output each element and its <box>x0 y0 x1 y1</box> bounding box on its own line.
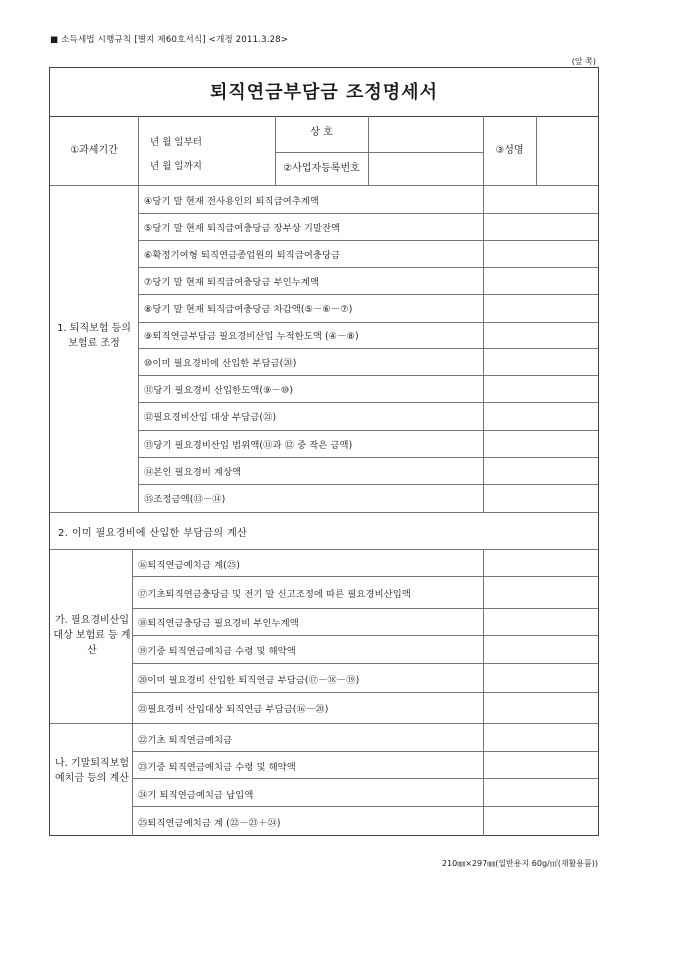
row-item-13: ⑬당기 필요경비산입 범위액(⑪과 ⑫ 중 작은 금액) <box>144 440 353 451</box>
row-item-20: ⑳이미 필요경비 산입한 퇴직연금 부담금(⑰－⑱－⑲) <box>138 675 360 686</box>
row-item-18: ⑱퇴직연금충당금 필요경비 부인누계액 <box>138 618 299 629</box>
form-header: ■ 소득세법 시행규칙 [별지 제60호서식] <개정 2011.3.28> <box>50 35 289 45</box>
registration-number-label: ②사업자등록번호 <box>283 163 360 174</box>
row-line <box>132 663 598 664</box>
row-item-23: ㉓기중 퇴직연금예치금 수령 및 해약액 <box>138 762 296 773</box>
row-line <box>132 778 598 779</box>
row-line <box>132 751 598 752</box>
row-line <box>132 608 598 609</box>
row-item-14: ⑭본인 필요경비 계상액 <box>144 467 242 478</box>
form-title: 퇴직연금부담금 조정명세서 <box>210 82 438 103</box>
row-item-8: ⑧당기 말 현재 퇴직급여충당금 차감액(⑤－⑥－⑦) <box>144 304 353 315</box>
row-item-24: ㉔기 퇴직연금예치금 납입액 <box>138 790 254 801</box>
company-row-divider <box>275 152 483 153</box>
row-item-21: ㉑필요경비 산입대상 퇴직연금 부담금(⑯－⑳) <box>138 704 329 715</box>
period-divider <box>138 116 139 185</box>
row-line <box>138 267 598 268</box>
row-line <box>132 635 598 636</box>
row-item-17: ⑰기초퇴직연금충당금 및 전기 말 신고조정에 따른 필요경비산입액 <box>138 589 411 600</box>
row-line <box>138 213 598 214</box>
section-ga-label: 가. 필요경비산입 대상 보험료 등 계산 <box>53 615 131 656</box>
company-name-label: 상 호 <box>310 127 333 138</box>
row-item-22: ㉒기초 퇴직연금예치금 <box>138 735 233 746</box>
row-item-6: ⑥확정기여형 퇴직연금종업원의 퇴직급여충당금 <box>144 250 341 261</box>
row-line <box>138 294 598 295</box>
row-item-9: ⑨퇴직연금부담금 필요경비산입 누적한도액 (④－⑧) <box>144 331 359 342</box>
row-line <box>132 576 598 577</box>
company-value-divider <box>368 116 369 185</box>
period-to: 년 월 일까지 <box>150 161 202 172</box>
section-na-top-line <box>50 723 598 724</box>
row-item-4: ④당기 말 현재 전사용인의 퇴직급여추계액 <box>144 196 320 207</box>
row-line <box>138 375 598 376</box>
representative-label: ③성명 <box>495 145 524 156</box>
section2-label: 2. 이미 필요경비에 산입한 부담금의 계산 <box>58 528 248 539</box>
page-side-label: (앞 쪽) <box>571 57 596 66</box>
row-item-5: ⑤당기 말 현재 퇴직급여충당금 장부상 기말잔액 <box>144 223 341 234</box>
row-line <box>138 240 598 241</box>
row-item-12: ⑫필요경비산입 대상 부담금(㉑) <box>144 412 277 423</box>
row-line <box>132 692 598 693</box>
row-line <box>138 402 598 403</box>
section1-label: 1. 퇴직보험 등의 보험료 조정 <box>57 323 131 349</box>
row-item-15: ⑮조정금액(⑬－⑭) <box>144 494 226 505</box>
row-item-11: ⑪당기 필요경비 산입한도액(⑨－⑩) <box>144 385 294 396</box>
section2-top-line <box>50 512 598 513</box>
row-item-7: ⑦당기 말 현재 퇴직급여충당금 부인누계액 <box>144 277 320 288</box>
row-item-16: ⑯퇴직연금예치금 계(㉕) <box>138 560 240 571</box>
rep-value-divider <box>536 116 537 185</box>
row-line <box>138 484 598 485</box>
row-line <box>138 430 598 431</box>
period-from: 년 월 일부터 <box>150 137 202 148</box>
row-item-10: ⑩이미 필요경비에 산입한 부담금(⑳) <box>144 358 297 369</box>
title-divider <box>50 116 598 117</box>
row-item-25: ㉕퇴직연금예치금 계 (㉒－㉓＋㉔) <box>138 818 281 829</box>
paper-spec-footer: 210㎜×297㎜(일반용지 60g/㎡(재활용품)) <box>441 859 598 868</box>
row-line <box>138 457 598 458</box>
row-item-19: ⑲기중 퇴직연금예치금 수령 및 해약액 <box>138 646 296 657</box>
header-divider <box>50 185 598 186</box>
row-line <box>138 322 598 323</box>
adjustment-form <box>49 67 599 836</box>
period-label: ①과세기간 <box>70 145 118 156</box>
row-line <box>138 348 598 349</box>
section-na-label: 나. 기말퇴직보험 예치금 등의 계산 <box>55 758 129 784</box>
row-line <box>132 806 598 807</box>
